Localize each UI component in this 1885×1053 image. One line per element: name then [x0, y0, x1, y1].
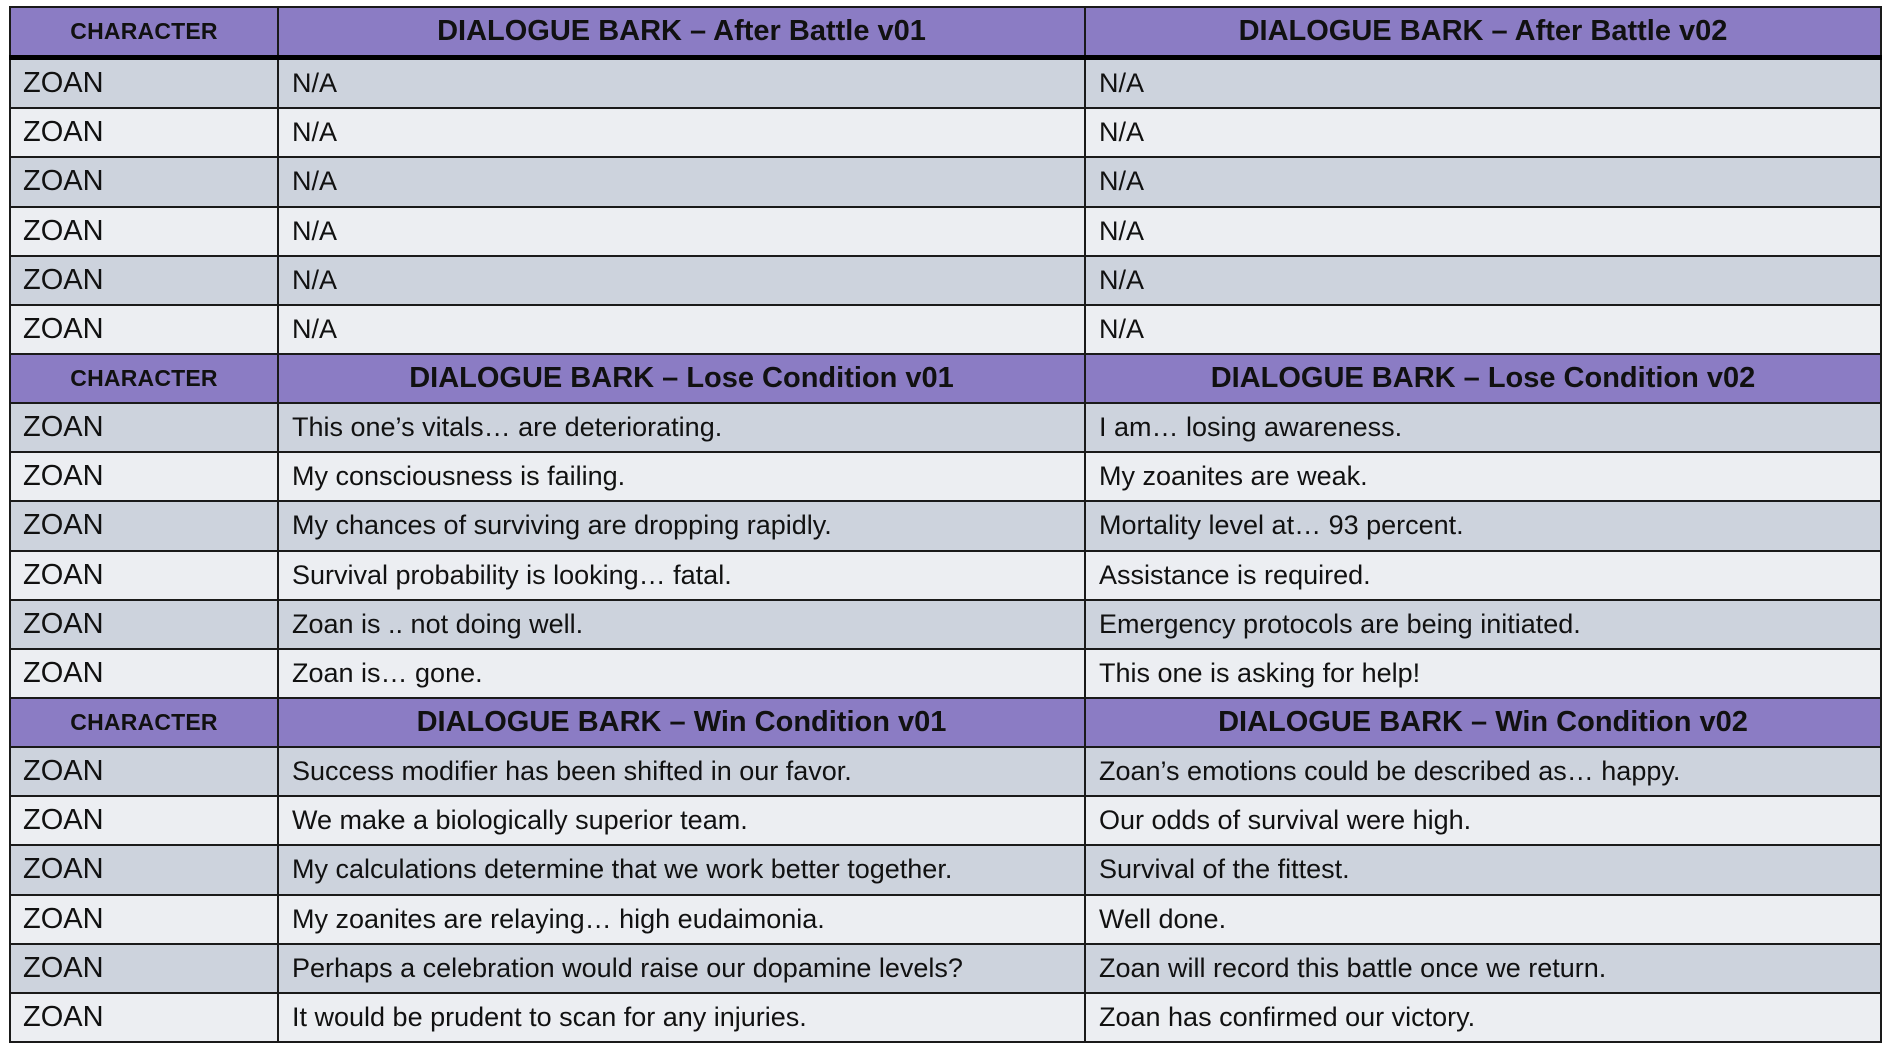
character-column-header: CHARACTER — [10, 698, 278, 747]
section-header-lose-condition — [10, 354, 1881, 403]
character-cell: ZOAN — [10, 993, 278, 1042]
bark-v02-cell: Zoan will record this battle once we return. — [1085, 944, 1881, 993]
table-row — [10, 649, 1881, 698]
character-cell: ZOAN — [10, 895, 278, 944]
table-row — [10, 403, 1881, 452]
bark-v01-cell: N/A — [278, 58, 1085, 109]
bark-v02-cell: Survival of the fittest. — [1085, 845, 1881, 894]
bark-v01-cell: Survival probability is looking… fatal. — [278, 551, 1085, 600]
table-row — [10, 845, 1881, 894]
table-row — [10, 207, 1881, 256]
v01-column-header: DIALOGUE BARK – After Battle v01 — [278, 7, 1085, 58]
table-row — [10, 796, 1881, 845]
bark-v01-cell: Zoan is .. not doing well. — [278, 600, 1085, 649]
character-cell: ZOAN — [10, 157, 278, 206]
bark-v02-cell: N/A — [1085, 157, 1881, 206]
bark-v01-cell: My zoanites are relaying… high eudaimonia. — [278, 895, 1085, 944]
bark-v02-cell: Assistance is required. — [1085, 551, 1881, 600]
table-row — [10, 452, 1881, 501]
bark-v02-cell: Zoan’s emotions could be described as… happy. — [1085, 747, 1881, 796]
bark-v02-cell: This one is asking for help! — [1085, 649, 1881, 698]
bark-v01-cell: N/A — [278, 256, 1085, 305]
table-row — [10, 747, 1881, 796]
bark-v02-cell: Well done. — [1085, 895, 1881, 944]
table-row — [10, 108, 1881, 157]
character-cell: ZOAN — [10, 845, 278, 894]
character-cell: ZOAN — [10, 256, 278, 305]
bark-v02-cell: N/A — [1085, 305, 1881, 354]
bark-v02-cell: I am… losing awareness. — [1085, 403, 1881, 452]
bark-v02-cell: Our odds of survival were high. — [1085, 796, 1881, 845]
bark-v02-cell: Zoan has confirmed our victory. — [1085, 993, 1881, 1042]
character-cell: ZOAN — [10, 501, 278, 550]
table-row — [10, 501, 1881, 550]
character-cell: ZOAN — [10, 796, 278, 845]
bark-v02-cell: N/A — [1085, 58, 1881, 109]
table-row — [10, 895, 1881, 944]
table-row — [10, 305, 1881, 354]
bark-v01-cell: N/A — [278, 207, 1085, 256]
table-row — [10, 993, 1881, 1042]
character-cell: ZOAN — [10, 600, 278, 649]
bark-v01-cell: Perhaps a celebration would raise our dopamine levels? — [278, 944, 1085, 993]
character-cell: ZOAN — [10, 108, 278, 157]
v01-column-header: DIALOGUE BARK – Lose Condition v01 — [278, 354, 1085, 403]
bark-v01-cell: It would be prudent to scan for any injuries. — [278, 993, 1085, 1042]
bark-v01-cell: N/A — [278, 305, 1085, 354]
table-row — [10, 600, 1881, 649]
table-row — [10, 551, 1881, 600]
bark-v01-cell: My calculations determine that we work better together. — [278, 845, 1085, 894]
table-row — [10, 944, 1881, 993]
dialogue-bark-sheet — [9, 6, 1880, 1043]
bark-v01-cell: We make a biologically superior team. — [278, 796, 1085, 845]
character-cell: ZOAN — [10, 58, 278, 109]
bark-v01-cell: Zoan is… gone. — [278, 649, 1085, 698]
bark-v02-cell: Mortality level at… 93 percent. — [1085, 501, 1881, 550]
v02-column-header: DIALOGUE BARK – After Battle v02 — [1085, 7, 1881, 58]
bark-v01-cell: N/A — [278, 157, 1085, 206]
table-body — [10, 7, 1881, 1042]
bark-v01-cell: Success modifier has been shifted in our favor. — [278, 747, 1085, 796]
character-column-header: CHARACTER — [10, 7, 278, 58]
section-header-after-battle — [10, 7, 1881, 58]
bark-v02-cell: N/A — [1085, 256, 1881, 305]
bark-v02-cell: Emergency protocols are being initiated. — [1085, 600, 1881, 649]
bark-v02-cell: N/A — [1085, 108, 1881, 157]
v01-column-header: DIALOGUE BARK – Win Condition v01 — [278, 698, 1085, 747]
v02-column-header: DIALOGUE BARK – Win Condition v02 — [1085, 698, 1881, 747]
v02-column-header: DIALOGUE BARK – Lose Condition v02 — [1085, 354, 1881, 403]
table-row — [10, 157, 1881, 206]
character-cell: ZOAN — [10, 207, 278, 256]
character-cell: ZOAN — [10, 403, 278, 452]
bark-v01-cell: My consciousness is failing. — [278, 452, 1085, 501]
table-row — [10, 58, 1881, 109]
bark-v01-cell: My chances of surviving are dropping rapidly. — [278, 501, 1085, 550]
bark-v02-cell: N/A — [1085, 207, 1881, 256]
character-cell: ZOAN — [10, 747, 278, 796]
character-cell: ZOAN — [10, 452, 278, 501]
bark-v01-cell: N/A — [278, 108, 1085, 157]
character-cell: ZOAN — [10, 551, 278, 600]
character-cell: ZOAN — [10, 305, 278, 354]
character-cell: ZOAN — [10, 649, 278, 698]
section-header-win-condition — [10, 698, 1881, 747]
bark-v02-cell: My zoanites are weak. — [1085, 452, 1881, 501]
table-row — [10, 256, 1881, 305]
bark-v01-cell: This one’s vitals… are deteriorating. — [278, 403, 1085, 452]
dialogue-bark-table — [9, 6, 1882, 1043]
character-cell: ZOAN — [10, 944, 278, 993]
character-column-header: CHARACTER — [10, 354, 278, 403]
